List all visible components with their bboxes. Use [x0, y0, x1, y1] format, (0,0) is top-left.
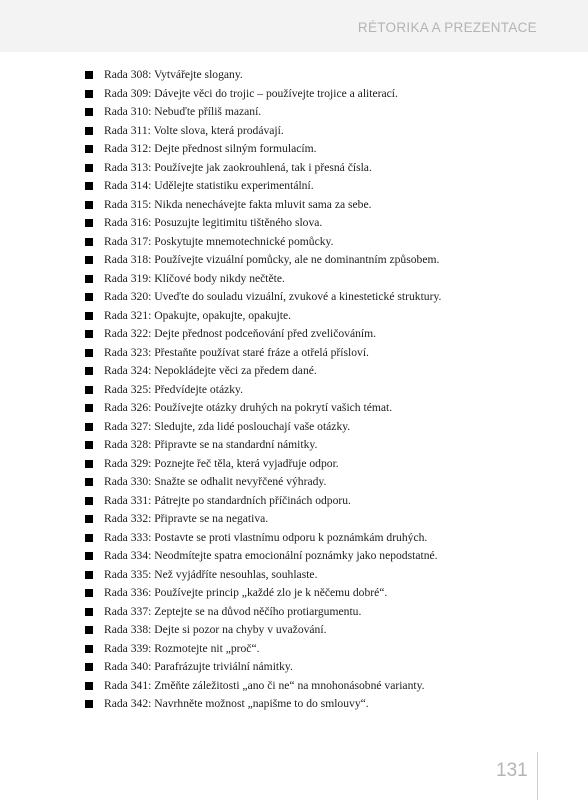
running-head: RÉTORIKA A PREZENTACE: [357, 20, 537, 35]
list-item: [84, 159, 441, 178]
list-item: [84, 566, 441, 585]
list-item: [84, 85, 441, 104]
square-bullet-icon: [85, 71, 93, 79]
square-bullet-icon: [85, 367, 93, 375]
square-bullet-icon: [85, 423, 93, 431]
list-item: [84, 640, 441, 659]
square-bullet-icon: [85, 478, 93, 486]
tip-text: Rada 323: Přestaňte používat staré fráze a otřelá přísloví.: [104, 345, 369, 359]
square-bullet-icon: [85, 386, 93, 394]
square-bullet-icon: [85, 90, 93, 98]
square-bullet-icon: [85, 589, 93, 597]
square-bullet-icon: [85, 552, 93, 560]
tip-text: Rada 326: Používejte otázky druhých na pokrytí vašich témat.: [104, 401, 393, 414]
square-bullet-icon: [85, 330, 93, 338]
square-bullet-icon: [85, 626, 93, 634]
tip-text: Rada 318: Používejte vizuální pomůcky, ale ne dominantním způsobem.: [104, 253, 440, 266]
list-item: [84, 473, 441, 492]
tip-text: Rada 322: Dejte přednost podceňování před zveličováním.: [104, 327, 377, 340]
tip-text: Rada 308: Vytvářejte slogany.: [104, 68, 243, 81]
page-number-rule: [537, 752, 538, 800]
tip-text: Rada 338: Dejte si pozor na chyby v uvažování.: [104, 623, 327, 636]
list-item: [84, 233, 441, 252]
square-bullet-icon: [85, 700, 93, 708]
list-item: [84, 214, 441, 233]
tip-text: Rada 328: Připravte se na standardní námitky.: [104, 438, 318, 451]
tip-text: Rada 319: Klíčové body nikdy nečtěte.: [104, 271, 285, 285]
square-bullet-icon: [85, 515, 93, 523]
square-bullet-icon: [85, 182, 93, 190]
square-bullet-icon: [85, 460, 93, 468]
tip-text: Rada 311: Volte slova, která prodávají.: [104, 123, 284, 137]
list-item: [84, 177, 441, 196]
list-item: [84, 658, 441, 677]
list-item: [84, 436, 441, 455]
tip-text: Rada 327: Sledujte, zda lidé poslouchají vaše otázky.: [104, 419, 351, 433]
tip-text: Rada 335: Než vyjádříte nesouhlas, souhlaste.: [104, 567, 318, 581]
square-bullet-icon: [85, 145, 93, 153]
square-bullet-icon: [85, 645, 93, 653]
tip-text: Rada 316: Posuzujte legitimitu tištěného slova.: [104, 216, 323, 229]
list-item: [84, 288, 441, 307]
list-item: [84, 122, 441, 141]
tip-text: Rada 342: Navrhněte možnost „napišme to do smlouvy“.: [104, 697, 369, 710]
tip-text: Rada 317: Poskytujte mnemotechnické pomůcky.: [104, 234, 334, 248]
square-bullet-icon: [85, 571, 93, 579]
tip-text: Rada 334: Neodmítejte spatra emocionální poznámky jako nepodstatné.: [104, 549, 438, 562]
tip-text: Rada 339: Rozmotejte nit „proč“.: [104, 641, 260, 655]
square-bullet-icon: [85, 164, 93, 172]
list-item: [84, 399, 441, 418]
square-bullet-icon: [85, 608, 93, 616]
list-item: [84, 677, 441, 696]
list-item: [84, 547, 441, 566]
tip-text: Rada 340: Parafrázujte triviální námitky.: [104, 660, 293, 673]
tip-text: Rada 325: Předvídejte otázky.: [104, 382, 243, 396]
square-bullet-icon: [85, 108, 93, 116]
list-item: [84, 325, 441, 344]
tip-text: Rada 321: Opakujte, opakujte, opakujte.: [104, 308, 292, 322]
list-item: [84, 307, 441, 326]
tip-text: Rada 324: Nepokládejte věci za předem dané.: [104, 364, 317, 377]
square-bullet-icon: [85, 201, 93, 209]
square-bullet-icon: [85, 293, 93, 301]
list-item: [84, 66, 441, 85]
square-bullet-icon: [85, 497, 93, 505]
tip-text: Rada 337: Zeptejte se na důvod něčího protiargumentu.: [104, 604, 362, 618]
list-item: [84, 103, 441, 122]
list-item: [84, 455, 441, 474]
list-item: [84, 140, 441, 159]
square-bullet-icon: [85, 682, 93, 690]
list-item: [84, 344, 441, 363]
square-bullet-icon: [85, 404, 93, 412]
tip-text: Rada 314: Udělejte statistiku experimentální.: [104, 179, 314, 192]
list-item: [84, 196, 441, 215]
list-item: [84, 510, 441, 529]
list-item: [84, 492, 441, 511]
square-bullet-icon: [85, 256, 93, 264]
list-item: [84, 584, 441, 603]
tip-list: [84, 66, 441, 714]
tip-text: Rada 331: Pátrejte po standardních příčinách odporu.: [104, 493, 351, 507]
tip-text: Rada 313: Používejte jak zaokrouhlená, tak i přesná čísla.: [104, 160, 372, 174]
tip-text: Rada 312: Dejte přednost silným formulacím.: [104, 142, 317, 155]
list-item: [84, 270, 441, 289]
tip-text: Rada 329: Poznejte řeč těla, která vyjadřuje odpor.: [104, 456, 339, 470]
square-bullet-icon: [85, 441, 93, 449]
square-bullet-icon: [85, 663, 93, 671]
tip-text: Rada 341: Změňte záležitosti „ano či ne“ na mnohonásobné varianty.: [104, 678, 425, 692]
list-item: [84, 695, 441, 714]
list-item: [84, 603, 441, 622]
square-bullet-icon: [85, 275, 93, 283]
square-bullet-icon: [85, 219, 93, 227]
list-item: [84, 251, 441, 270]
tip-text: Rada 310: Nebuďte příliš mazaní.: [104, 105, 262, 118]
tip-text: Rada 336: Používejte princip „každé zlo je k něčemu dobré“.: [104, 586, 388, 599]
square-bullet-icon: [85, 534, 93, 542]
square-bullet-icon: [85, 238, 93, 246]
list-item: [84, 362, 441, 381]
list-item: [84, 621, 441, 640]
square-bullet-icon: [85, 349, 93, 357]
tip-text: Rada 320: Uveďte do souladu vizuální, zvukové a kinestetické struktury.: [104, 290, 442, 303]
list-item: [84, 418, 441, 437]
square-bullet-icon: [85, 312, 93, 320]
square-bullet-icon: [85, 127, 93, 135]
list-item: [84, 529, 441, 548]
tip-text: Rada 330: Snažte se odhalit nevyřčené výhrady.: [104, 475, 327, 488]
page-number: 131: [496, 760, 528, 781]
tip-text: Rada 309: Dávejte věci do trojic – používejte trojice a aliterací.: [104, 86, 398, 100]
tip-text: Rada 315: Nikda nenechávejte fakta mluvit sama za sebe.: [104, 197, 372, 211]
list-item: [84, 381, 441, 400]
tip-text: Rada 332: Připravte se na negativa.: [104, 512, 269, 525]
tip-text: Rada 333: Postavte se proti vlastnímu odporu k poznámkám druhých.: [104, 530, 428, 544]
